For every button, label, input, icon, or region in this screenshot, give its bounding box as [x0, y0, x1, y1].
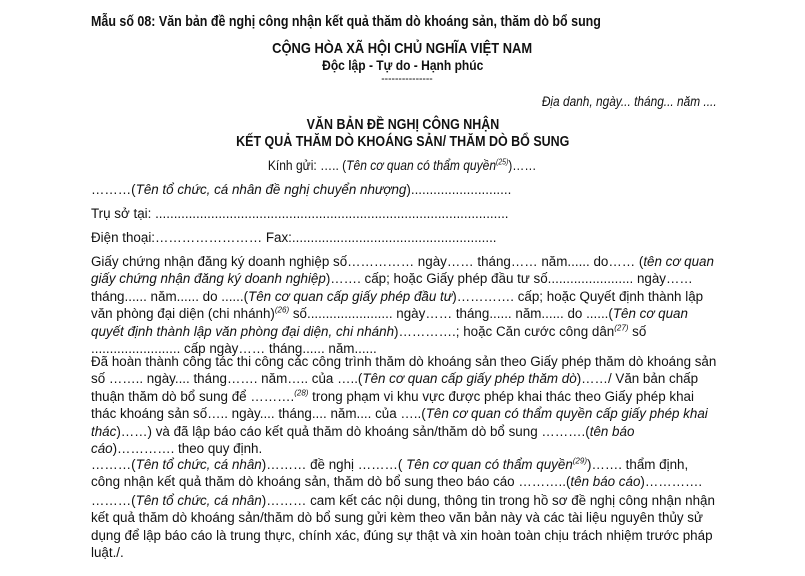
para1-line [91, 270, 721, 287]
text: )……/ Văn bản chấp [576, 371, 699, 387]
footnote-27: (27) [614, 323, 629, 333]
para2-line [91, 388, 721, 405]
applicant-name: Tên tổ chức, cá nhân đề nghị chuyển nhượng [135, 182, 407, 197]
para1-line [91, 323, 721, 340]
text: giấy chứng nhận đăng ký doanh nghiệp [91, 271, 326, 287]
text: )………….; hoặc Căn cước công dân [394, 323, 615, 339]
para4-line [91, 544, 721, 561]
doc-title-line2 [0, 134, 805, 150]
text: công nhận kết quả thăm dò khoáng sản, thăm dò bổ sung theo báo cáo ………..( [91, 474, 571, 490]
text: ………( [91, 493, 136, 508]
footnote-26: (26) [274, 305, 290, 315]
para1-line [91, 253, 721, 270]
paragraph-registration [91, 253, 721, 357]
text: thác khoáng sản số….. ngày.... tháng.... năm.... của …..( [91, 406, 426, 422]
text: Tên cơ quan cấp giấy phép đầu tư [248, 288, 453, 304]
recipient-prefix: Kính gửi: ….. ( [268, 157, 347, 173]
text: Tên cơ quan có thẩm quyền cấp giấy phép khai [425, 406, 708, 422]
para2-line [91, 440, 721, 457]
text: )……) và đã lập báo cáo kết quả thăm dò khoáng sản/thăm dò bổ sung ……….( [116, 423, 590, 439]
para4-line [91, 509, 721, 526]
para4-line [91, 492, 721, 509]
text: tên báo cáo [570, 474, 641, 490]
text: luật./. [91, 545, 124, 561]
text: số....................... ngày…… tháng...... năm...... do ......( [289, 306, 613, 322]
recipient-suffix: )…… [508, 157, 537, 173]
text: thác [91, 423, 117, 439]
text: )…………. [640, 474, 703, 490]
phone-fax-line: Điện thoại:…………………… Fax:....................................................... [91, 230, 497, 245]
recipient-name: Tên cơ quan có thẩm quyền [346, 157, 497, 173]
text: Tên tổ chức, cá nhân [135, 493, 262, 508]
nation-heading-text: CỘNG HÒA XÃ HỘI CHỦ NGHĨA VIỆT NAM [272, 40, 533, 57]
text: dụng để lập báo cáo là trung thực, chính xác, đúng sự thật và xin hoàn toàn chịu trách nhiệm trước pháp [91, 527, 713, 543]
place-date [518, 94, 717, 109]
text: quyết định thành lập văn phòng đại diện, chi nhánh [91, 323, 395, 339]
text: Tên cơ quan [612, 306, 688, 322]
text: kết quả thăm dò khoáng sản/thăm dò bổ sung gửi kèm theo văn bản này và các tài liệu nguyên thủy sử [91, 510, 703, 526]
applicant-pre: ………( [91, 182, 136, 197]
text: Tên tổ chức, cá nhân [135, 457, 262, 472]
text: văn phòng đại diện (chi nhánh) [91, 306, 275, 322]
applicant-post: )........................... [406, 182, 512, 197]
footnote-29: (29) [572, 456, 587, 466]
form-title-text: Mẫu số 08: Văn bản đề nghị công nhận kết quả thăm dò khoáng sản, thăm dò bổ sung [91, 14, 601, 30]
text: số [628, 323, 647, 339]
paragraph-exploration [91, 353, 721, 457]
para2-line [91, 370, 721, 387]
text: trong phạm vi khu vực được phép khai thác theo Giấy phép khai [308, 388, 694, 404]
text: Tên cơ quan có thẩm quyền [402, 457, 573, 472]
footnote-25: (25) [496, 157, 509, 167]
para2-line [91, 405, 721, 422]
header-separator-text: --------------- [380, 71, 433, 85]
text: )……. cấp; hoặc Giấy phép đầu tư số....................... ngày…… [325, 271, 693, 287]
paragraph-request [91, 456, 721, 491]
text: số …….. ngày.... tháng……. năm….. của …..( [91, 371, 363, 387]
text: )……. thẩm định, [587, 457, 689, 472]
text: )……… đề nghị ………( [261, 457, 403, 472]
place-date-text: Địa danh, ngày... tháng... năm .... [542, 94, 717, 109]
form-title [91, 14, 684, 30]
text: thuận thăm dò bổ sung để ………. [91, 388, 295, 404]
para1-line [91, 305, 721, 322]
text: tháng...... năm...... do ......( [91, 288, 249, 304]
para3-line [91, 473, 721, 490]
text: Giấy chứng nhận đăng ký doanh nghiệp số…………… ngày…… tháng…… năm...... do…… ( [91, 254, 644, 269]
footnote-28: (28) [294, 388, 309, 398]
text: Đã hoàn thành công tác thi công các công trình thăm dò khoáng sản theo Giấy phép thăm dò khoáng sản [91, 354, 717, 369]
para4-line [91, 527, 721, 544]
para1-line [91, 288, 721, 305]
applicant-line [91, 182, 511, 197]
text: )…………. cấp; hoặc Quyết định thành lập [452, 288, 704, 304]
nation-heading [0, 40, 805, 57]
doc-title-line1-text: VĂN BẢN ĐỀ NGHỊ CÔNG NHẬN [306, 117, 499, 133]
recipient [0, 157, 805, 173]
text: ........................ cấp ngày…… tháng...... năm...... [91, 341, 377, 357]
text: tên báo [589, 423, 635, 439]
text: )…………. theo quy định. [112, 441, 263, 457]
motto-text: Độc lập - Tự do - Hạnh phúc [321, 57, 484, 73]
para2-line [91, 353, 721, 370]
doc-title-line2-text: KẾT QUẢ THĂM DÒ KHOÁNG SẢN/ THĂM DÒ BỔ SUNG [235, 134, 570, 150]
header-separator [4, 71, 805, 85]
text: tên cơ quan [643, 254, 714, 269]
text: ………( [91, 457, 136, 472]
text: cáo [91, 441, 113, 457]
para3-line [91, 456, 721, 473]
paragraph-commitment [91, 492, 721, 562]
doc-title-line1 [0, 117, 805, 133]
text: Tên cơ quan cấp giấy phép thăm dò [362, 371, 577, 387]
para2-line [91, 423, 721, 440]
address-line: Trụ sở tại: ............................................................................................... [91, 206, 509, 221]
text: )……… cam kết các nội dung, thông tin trong hồ sơ đề nghị công nhận nhận [261, 493, 715, 508]
